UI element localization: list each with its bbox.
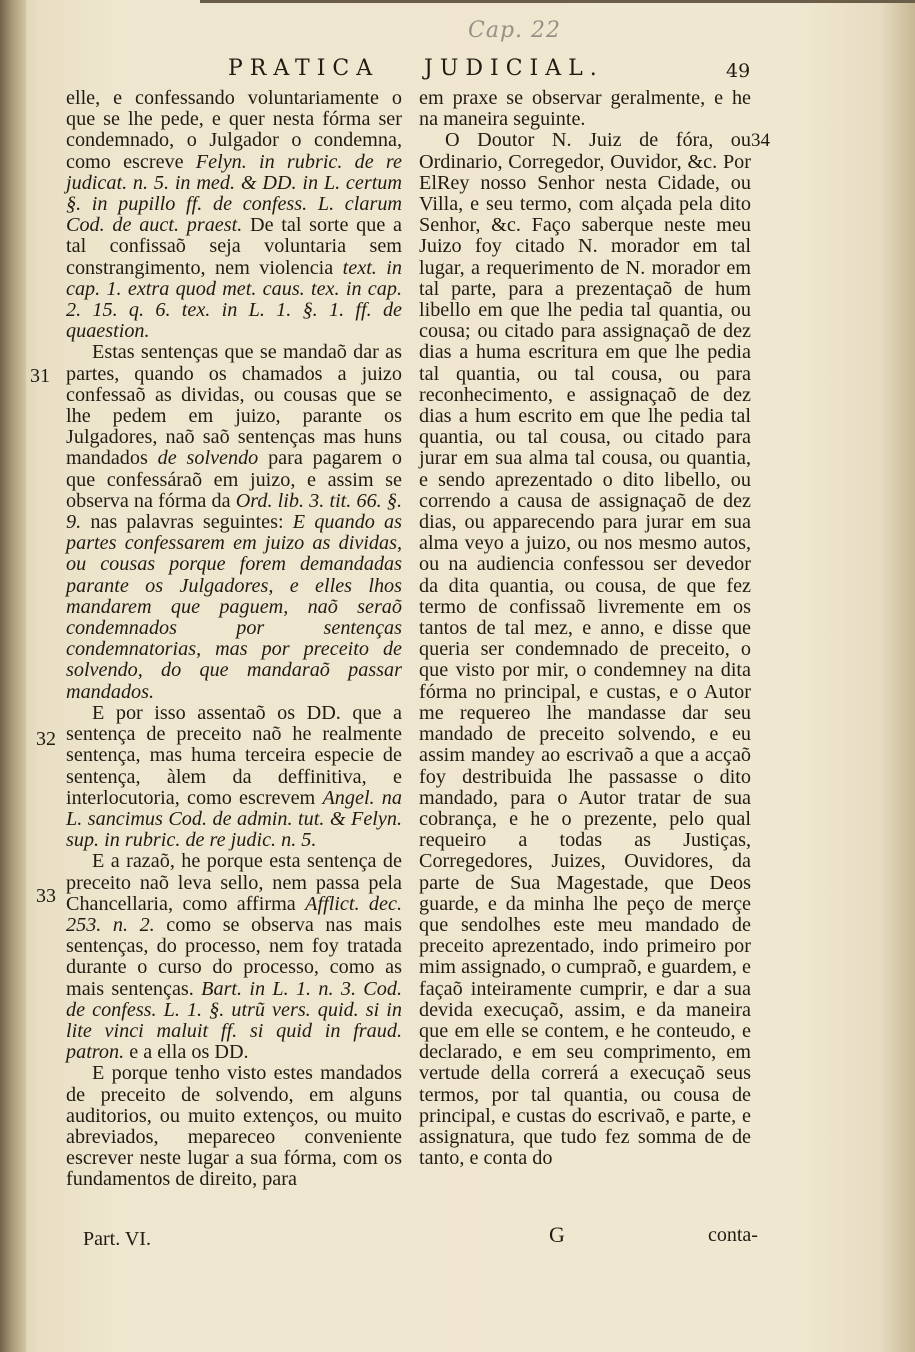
margin-number-34: 34 xyxy=(751,130,770,151)
right-paragraph-2: O Doutor N. Juiz de fóra, ou Ordinario, Corregedor, Ouvidor, &c. Por ElRey nosso Senhor nesta Cidade, ou Villa, e seu termo, com alçada pela dito Senhor, &c. Faço saberque neste meu Juizo foy citado N. morador em tal lugar, a requerimento de N. morador em tal parte, para a prezentaçaõ de hum libello em que lhe pedia tal quantia, ou cousa; ou citado para assignaçaõ de dez dias a huma escritura em que lhe pedia tal quantia, ou tal cousa, ou para reconhecimento, e assignaçaõ de dez dias a hum escrito em que lhe pedia tal quantia, ou tal cousa, ou citado para jurar em sua alma tal cousa, ou quantia, e sendo aprezentado o dito libello, ou correndo a causa de assignaçaõ de dez dias, ou apparecendo para jurar em sua alma veyo a juizo, ou nos mesmo autos, ou na audiencia confessou ser devedor da dita quantia, ou cousa, de que fez termo de confissaõ livremente em os tantos de tal mez, e anno, e disse que queria ser condemnado de preceito, o que visto por mir, o condemney na dita fórma no principal, e custas, e o Autor me requereo lhe mandasse dar seu mandado de preceito solvendo, e eu assim mandey ao escrivaõ a que a acçaõ foy destribuida lhe passasse o dito mandado, para o Autor tratar de sua cobrança, e he o prezente, pelo qual requeiro a todas as Justiças, Corregedores, Juizes, Ouvidores, da parte de Sua Magestade, que Deos guarde, e da minha lhe peço de merçe que sendolhes este meu mandado de preceito aprezentado, indo primeiro por mim assignado, o cumpraõ, e guardem, e façaõ inteiramente cumprir, e dar a sua devida execuçaõ, assim, e da maneira que em elle se contem, e he conteudo, e declarado, e em seu comprimento, em vertude della correrá a execuçaõ seus termos, por tal quantia, ou cousa de principal, e custas do escrivaõ, e parte, e assignatura, que tudo fez somma de de tanto, e conta do xyxy=(419,129,751,1170)
handwritten-annotation: Cap. 22 xyxy=(468,18,562,43)
page-number: 49 xyxy=(726,60,751,82)
left-column xyxy=(66,88,402,1191)
gathering-letter: G xyxy=(549,1222,565,1247)
signature-mark: Part. VI. xyxy=(83,1228,151,1250)
margin-number-31: 31 xyxy=(30,365,50,387)
left-paragraph-1: elle, e confessando voluntariamente o que se lhe pede, e quer nesta fórma ser condemnado, o Julgador o condemna, como escreve Felyn. in rubric. de re judicat. n. 5. in med. & DD. in L. certum §. in pupillo ff. de confess. L. clarum Cod. de auct. praest. De tal sorte que a tal confissaõ seja voluntaria sem constrangimento, nem violencia text. in cap. 1. extra quod met. caus. tex. in cap. 2. 15. q. 6. tex. in L. 1. §. 1. ff. de quaestion. xyxy=(66,87,403,343)
running-head-left: PRATICA xyxy=(228,56,380,81)
catchword: conta- xyxy=(708,1224,758,1246)
left-paragraph-4: E a razaõ, he porque esta sentença de preceito naõ leva sello, nem passa pela Chancellaria, como affirma Afflict. dec. 253. n. 2. como se observa nas mais sentenças, do processo, nem foy tratada durante o curso do processo, como as mais sentenças. Bart. in L. 1. n. 3. Cod. de confess. L. 1. §. utrũ vers. quid. si in lite vinci maluit ff. si quid in fraud. patron. e a ella os DD. xyxy=(66,850,402,1064)
margin-number-33: 33 xyxy=(36,885,56,907)
page-edge-shadow xyxy=(200,0,915,3)
book-binding xyxy=(0,0,26,1352)
right-paragraph-1: em praxe se observar geralmente, e he na maneira seguinte. xyxy=(419,87,751,131)
margin-number-32: 32 xyxy=(36,728,56,750)
left-paragraph-3: E por isso assentaõ os DD. que a sentença de preceito naõ he realmente sentença, mas huma terceira especie de sentença, àlem da deffinitiva, e interlocutoria, como escrevem Angel. na L. sancimus Cod. de admin. tut. & Felyn. sup. in rubric. de re judic. n. 5. xyxy=(66,701,402,852)
left-paragraph-2: Estas sentenças que se mandaõ dar as partes, quando os chamados a juizo confessaõ as dividas, ou cousas que se lhe pedem em juizo, parante os Julgadores, naõ saõ sentenças mas huns mandados de solvendo para pagarem o que confessáraõ em juizo, e assim se observa na fórma da Ord. lib. 3. tit. 66. §. 9. nas palavras seguintes: E quando as partes confessarem em juizo as dividas, ou cousas porque forem demandadas parante os Julgadores, e elles lhos mandarem que paguem, naõ seraõ condemnados por sentenças condemnatorias, mas por preceito de solvendo, do que mandaraõ passar mandados. xyxy=(66,341,403,703)
running-head-right: JUDICIAL. xyxy=(424,56,604,81)
right-column xyxy=(419,88,751,1169)
left-paragraph-5: E porque tenho visto estes mandados de preceito de solvendo, em alguns auditorios, ou muito extenços, ou muito abreviados, mepareceo conveniente escrever neste lugar a sua fórma, com os fundamentos de direito, para xyxy=(66,1062,402,1191)
